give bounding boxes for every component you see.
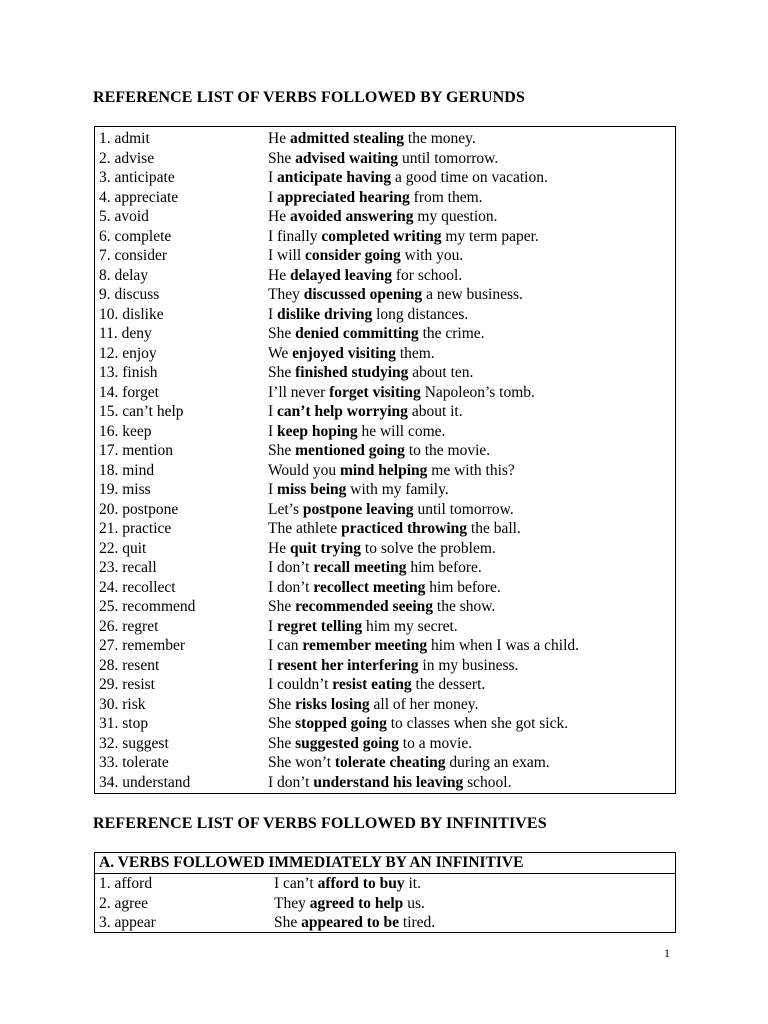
sentence-text: with my family. [346, 481, 449, 498]
example-sentence-cell [268, 305, 468, 325]
example-sentence-cell [268, 636, 579, 656]
sentence-text: Would you [268, 461, 340, 479]
table-row [95, 129, 675, 149]
sentence-text: I can [268, 637, 303, 654]
sentence-text: I [268, 403, 278, 420]
table-row [95, 227, 675, 247]
sentence-text: me with this? [427, 461, 515, 479]
example-sentence-cell [268, 656, 518, 676]
table-row [95, 383, 675, 403]
verb-phrase-bold: miss being [277, 481, 347, 498]
sentence-text: She [268, 598, 296, 615]
verb-cell: 9. discuss [99, 286, 160, 303]
sentence-text: with you. [400, 247, 464, 264]
verb-phrase-bold: forget visiting [329, 383, 421, 401]
sentence-text: They [274, 894, 310, 912]
infinitives-rows [95, 874, 675, 933]
sentence-text: I [268, 617, 278, 635]
table-row [95, 305, 675, 325]
verb-phrase-bold: keep hoping [277, 422, 358, 440]
table-row [95, 441, 675, 461]
verb-cell: 10. dislike [99, 305, 164, 323]
sentence-text: to solve the problem. [361, 539, 496, 557]
example-sentence-cell [268, 266, 462, 286]
verb-phrase-bold: discussed opening [303, 286, 423, 303]
verb-cell: 12. enjoy [99, 344, 157, 362]
example-sentence-cell [268, 597, 495, 617]
verb-cell: 31. stop [99, 715, 149, 732]
table-row [95, 656, 675, 676]
verb-phrase-bold: quit trying [289, 539, 362, 557]
sentence-text: the ball. [467, 520, 521, 537]
verb-cell: 7. consider [99, 247, 168, 264]
verb-phrase-bold: appeared to be [301, 914, 400, 931]
sentence-text: him my secret. [362, 617, 458, 635]
sentence-text: school. [463, 773, 512, 791]
verb-cell: 2. agree [99, 894, 149, 912]
table-row [95, 636, 675, 656]
sentence-text: in my business. [418, 656, 519, 674]
verb-phrase-bold: resent her interfering [277, 656, 419, 674]
verb-cell: 21. practice [99, 520, 172, 537]
sentence-text: about ten. [408, 364, 474, 381]
sentence-text: She [268, 325, 296, 342]
sentence-text: Let’s [268, 500, 303, 518]
table-row [95, 874, 675, 894]
verb-cell: 20. postpone [99, 500, 179, 518]
sentence-text: I [268, 656, 278, 674]
infinitives-table [94, 852, 676, 933]
example-sentence-cell [268, 519, 521, 539]
verb-cell: 29. resist [99, 676, 155, 693]
table-row [95, 207, 675, 227]
verb-cell: 5. avoid [99, 208, 149, 225]
sentence-text: I [268, 481, 278, 498]
verb-cell: 19. miss [99, 481, 151, 498]
verb-cell: 34. understand [99, 773, 191, 791]
example-sentence-cell [268, 539, 496, 559]
sentence-text: I will [268, 247, 306, 264]
sentence-text: until tomorrow. [413, 500, 514, 518]
table-row [95, 617, 675, 637]
table-row [95, 539, 675, 559]
example-sentence-cell [268, 675, 485, 695]
sentence-text: She [268, 715, 296, 732]
verb-cell: 13. finish [99, 364, 158, 381]
sentence-text: the crime. [418, 325, 485, 342]
sentence-text: I don’t [268, 773, 314, 791]
verb-cell: 6. complete [99, 227, 172, 245]
verb-phrase-bold: postpone leaving [302, 500, 414, 518]
sentence-text: him before. [425, 578, 501, 596]
table-row [95, 519, 675, 539]
sentence-text: She [268, 695, 296, 713]
verb-cell: 28. resent [99, 656, 160, 674]
table-row [95, 266, 675, 286]
sentence-text: during an exam. [445, 754, 550, 771]
verb-cell: 23. recall [99, 559, 157, 576]
verb-phrase-bold: advised waiting [295, 149, 399, 167]
sentence-text: him when I was a child. [427, 637, 580, 654]
table-row [95, 753, 675, 773]
example-sentence-cell [268, 227, 539, 247]
sentence-text: for school. [392, 266, 463, 284]
verb-phrase-bold: mentioned going [295, 442, 405, 459]
sentence-text: She [274, 914, 302, 931]
infinitives-subsection-heading: A. VERBS FOLLOWED IMMEDIATELY BY AN INFINITIVE [95, 853, 675, 874]
example-sentence-cell [268, 246, 463, 266]
sentence-text: a new business. [422, 286, 523, 303]
example-sentence-cell [274, 894, 425, 914]
verb-phrase-bold: regret telling [277, 617, 363, 635]
example-sentence-cell [268, 500, 514, 520]
sentence-text: I [268, 422, 278, 440]
example-sentence-cell [268, 344, 435, 364]
table-row [95, 285, 675, 305]
sentence-text: to classes when she got sick. [386, 715, 569, 732]
sentence-text: him before. [406, 559, 482, 576]
verb-phrase-bold: finished studying [295, 364, 409, 381]
verb-phrase-bold: recollect meeting [313, 578, 426, 596]
sentence-text: They [268, 286, 304, 303]
verb-cell: 24. recollect [99, 578, 176, 596]
table-row [95, 714, 675, 734]
verb-cell: 11. deny [99, 325, 152, 342]
example-sentence-cell [268, 149, 498, 169]
verb-cell: 27. remember [99, 637, 186, 654]
table-row [95, 480, 675, 500]
example-sentence-cell [268, 285, 523, 305]
sentence-text: about it. [407, 403, 463, 420]
verb-cell: 3. anticipate [99, 169, 175, 186]
sentence-text: the show. [433, 598, 496, 615]
verb-cell: 8. delay [99, 266, 149, 284]
example-sentence-cell [268, 441, 490, 461]
verb-phrase-bold: anticipate having [277, 169, 392, 186]
verb-cell: 17. mention [99, 442, 174, 459]
verb-phrase-bold: remember meeting [302, 637, 428, 654]
table-row [95, 597, 675, 617]
example-sentence-cell [268, 207, 498, 227]
verb-phrase-bold: mind helping [339, 461, 428, 479]
table-row [95, 402, 675, 422]
example-sentence-cell [274, 874, 421, 894]
table-row [95, 695, 675, 715]
sentence-text: He [268, 130, 290, 147]
sentence-text: He [268, 208, 290, 225]
sentence-text: all of her money. [369, 695, 479, 713]
example-sentence-cell [268, 695, 478, 715]
verb-cell: 14. forget [99, 383, 159, 401]
sentence-text: tired. [399, 914, 436, 931]
verb-cell: 1. admit [99, 130, 150, 147]
verb-phrase-bold: can’t help worrying [277, 403, 408, 420]
verb-cell: 15. can’t help [99, 403, 184, 420]
table-row [95, 363, 675, 383]
verb-phrase-bold: denied committing [295, 325, 419, 342]
verb-phrase-bold: stopped going [295, 715, 387, 732]
example-sentence-cell [268, 753, 550, 773]
verb-cell: 30. risk [99, 695, 146, 713]
table-row [95, 461, 675, 481]
table-row [95, 324, 675, 344]
sentence-text: I finally [268, 227, 322, 245]
sentence-text: he will come. [357, 422, 446, 440]
verb-phrase-bold: admitted stealing [289, 130, 405, 147]
verb-cell: 16. keep [99, 422, 152, 440]
gerunds-table [94, 126, 676, 794]
table-row [95, 675, 675, 695]
verb-cell: 33. tolerate [99, 754, 169, 771]
verb-phrase-bold: appreciated hearing [277, 188, 410, 206]
sentence-text: She [268, 364, 296, 381]
example-sentence-cell [268, 714, 568, 734]
example-sentence-cell [268, 461, 515, 481]
example-sentence-cell [274, 913, 435, 933]
verb-phrase-bold: afford to buy [317, 875, 405, 892]
table-row [95, 344, 675, 364]
sentence-text: She won’t [268, 754, 335, 771]
verb-cell: 4. appreciate [99, 188, 179, 206]
table-row [95, 246, 675, 266]
sentence-text: from them. [409, 188, 483, 206]
verb-cell: 18. mind [99, 461, 155, 479]
verb-phrase-bold: recall meeting [313, 559, 407, 576]
infinitives-section-title: REFERENCE LIST OF VERBS FOLLOWED BY INFINITIVES [93, 815, 547, 832]
example-sentence-cell [268, 363, 473, 383]
sentence-text: I don’t [268, 559, 314, 576]
example-sentence-cell [268, 617, 458, 637]
example-sentence-cell [268, 324, 485, 344]
verb-cell: 3. appear [99, 914, 156, 931]
verb-cell: 32. suggest [99, 734, 169, 752]
page-number: 1 [664, 946, 670, 960]
example-sentence-cell [268, 422, 445, 442]
sentence-text: She [268, 734, 296, 752]
table-row [95, 734, 675, 754]
verb-phrase-bold: enjoyed visiting [292, 344, 396, 362]
example-sentence-cell [268, 383, 535, 403]
sentence-text: I’ll never [268, 383, 330, 401]
example-sentence-cell [268, 558, 482, 578]
table-row [95, 422, 675, 442]
table-row [95, 149, 675, 169]
example-sentence-cell [268, 168, 548, 188]
sentence-text: She [268, 149, 296, 167]
sentence-text: to a movie. [398, 734, 473, 752]
example-sentence-cell [268, 734, 472, 754]
sentence-text: I [268, 188, 278, 206]
verb-phrase-bold: risks losing [295, 695, 370, 713]
sentence-text: long distances. [372, 305, 469, 323]
example-sentence-cell [268, 578, 501, 598]
sentence-text: I [268, 305, 278, 323]
sentence-text: I couldn’t [268, 676, 333, 693]
sentence-text: my term paper. [441, 227, 539, 245]
sentence-text: He [268, 266, 290, 284]
verb-cell: 2. advise [99, 149, 155, 167]
table-row [95, 188, 675, 208]
verb-phrase-bold: understand his leaving [313, 773, 464, 791]
table-row [95, 558, 675, 578]
verb-phrase-bold: tolerate cheating [334, 754, 446, 771]
example-sentence-cell [268, 773, 511, 793]
sentence-text: She [268, 442, 296, 459]
verb-phrase-bold: suggested going [295, 734, 399, 752]
example-sentence-cell [268, 480, 449, 500]
verb-phrase-bold: consider going [305, 247, 401, 264]
sentence-text: my question. [413, 208, 498, 225]
verb-phrase-bold: avoided answering [289, 208, 414, 225]
sentence-text: us. [403, 894, 425, 912]
sentence-text: He [268, 539, 290, 557]
table-row [95, 913, 675, 933]
gerunds-section-title: REFERENCE LIST OF VERBS FOLLOWED BY GERUNDS [93, 89, 525, 106]
table-row [95, 578, 675, 598]
table-row [95, 894, 675, 914]
verb-cell: 25. recommend [99, 598, 196, 615]
verb-phrase-bold: resist eating [332, 676, 412, 693]
table-row [95, 168, 675, 188]
sentence-text: it. [404, 875, 421, 892]
sentence-text: I [268, 169, 278, 186]
example-sentence-cell [268, 129, 476, 149]
example-sentence-cell [268, 188, 483, 208]
verb-phrase-bold: recommended seeing [295, 598, 434, 615]
sentence-text: the dessert. [411, 676, 486, 693]
verb-phrase-bold: delayed leaving [289, 266, 392, 284]
sentence-text: I can’t [274, 875, 318, 892]
verb-phrase-bold: practiced throwing [341, 520, 468, 537]
sentence-text: them. [395, 344, 435, 362]
verb-cell: 22. quit [99, 539, 147, 557]
verb-cell: 26. regret [99, 617, 159, 635]
sentence-text: The athlete [268, 520, 342, 537]
sentence-text: the money. [404, 130, 476, 147]
verb-cell: 1. afford [99, 875, 153, 892]
table-row [95, 500, 675, 520]
sentence-text: I don’t [268, 578, 314, 596]
example-sentence-cell [268, 402, 463, 422]
sentence-text: to the movie. [404, 442, 491, 459]
sentence-text: We [268, 344, 293, 362]
sentence-text: Napoleon’s tomb. [420, 383, 535, 401]
verb-phrase-bold: completed writing [321, 227, 442, 245]
verb-phrase-bold: dislike driving [277, 305, 373, 323]
verb-phrase-bold: agreed to help [309, 894, 404, 912]
table-row [95, 773, 675, 793]
sentence-text: a good time on vacation. [391, 169, 548, 186]
sentence-text: until tomorrow. [398, 149, 499, 167]
